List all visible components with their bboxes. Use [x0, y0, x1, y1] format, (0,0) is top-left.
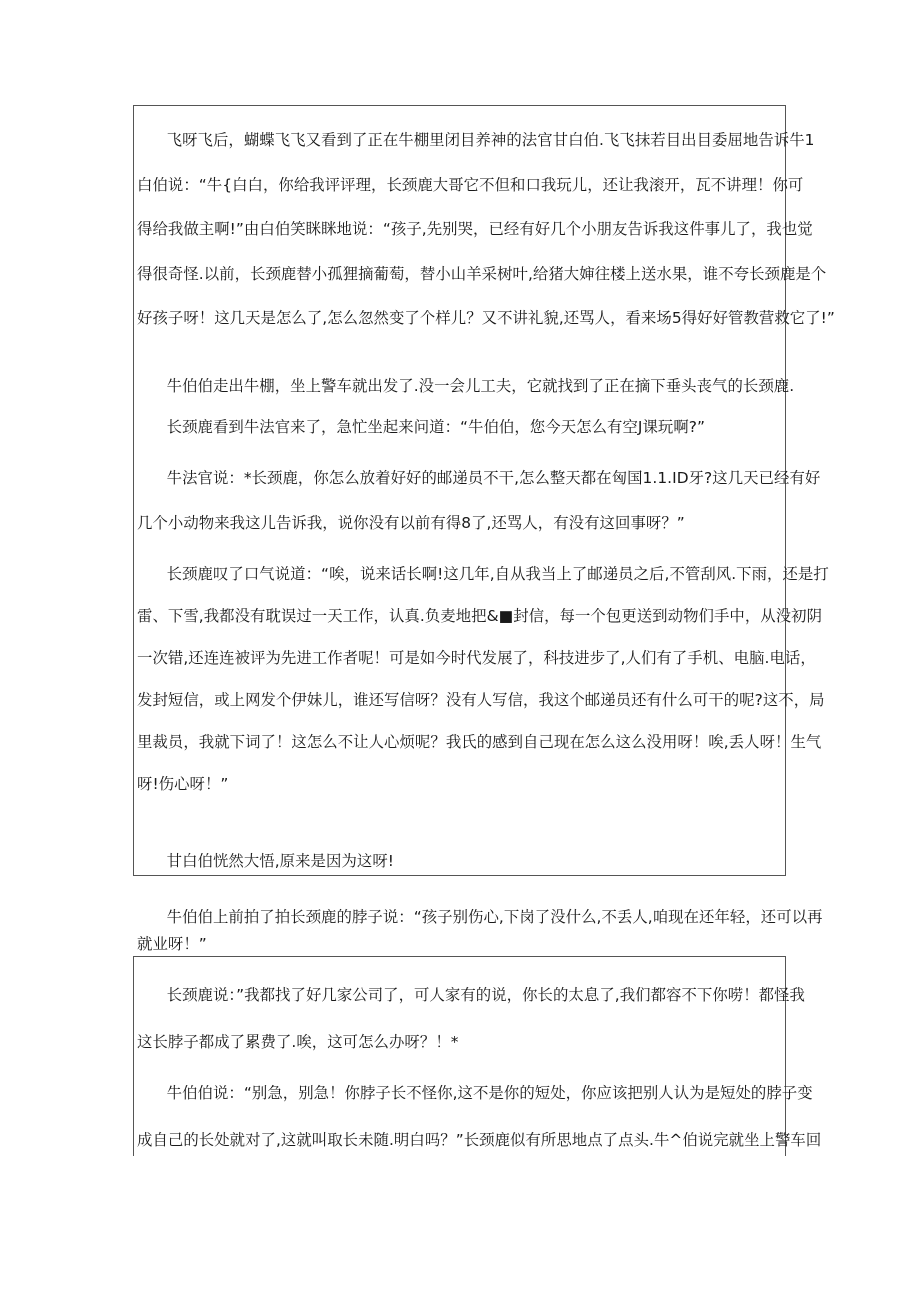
- paragraph-giraffe-greets: 长颈鹿看到牛法官来了，急忙坐起来问道：“牛伯伯，您今天怎么有空J课玩啊?”: [137, 418, 706, 436]
- paragraph-realization: 甘白伯恍然大悟,原来是因为这呀!: [137, 852, 394, 870]
- paragraph-comfort: 牛伯伯上前拍了拍长颈鹿的脖子说：“孩子别伤心,下岗了没什么,不丢人,咱现在还年轻，还可以再 就业呀！”: [137, 908, 823, 953]
- paragraph-judge-asks: 牛法官说：*长颈鹿，你怎么放着好好的邮递员不干,怎么整天都在匈国1.1.ID牙?这几天已经有好 几个小动物来我这儿告诉我，说你没有以前有得8了,还骂人，有没有这回事呀？”: [137, 469, 821, 532]
- paragraph-uncle-ox-departs: 牛伯伯走出牛棚，坐上警车就出发了.没一会儿工夫，它就找到了正在摘下垂头丧气的长颈鹿.: [137, 377, 795, 395]
- paragraph-uncle-ox-advice: 牛伯伯说：“别急，别急！你脖子长不怪你,这不是你的短处，你应该把别人认为是短处的脖子变 成自己的长处就对了,这就叫取长未随.明白吗？”长颈鹿似有所思地点了点头.牛^伯说完就坐上警车回: [137, 1084, 822, 1149]
- paragraph-giraffe-job-search: 长颈鹿说：”我都找了好几家公司了，可人家有的说，你长的太息了,我们都容不下你唠！都怪我 这长脖子都成了累费了.唉，这可怎么办呀？！*: [137, 986, 805, 1051]
- paragraph-butterfly-complaint: 飞呀飞后，蝴蝶飞飞又看到了正在牛棚里闭目养神的法官甘白伯.飞飞抹若目出目委屈地告诉牛1 白伯说：“牛{白白，你给我评评理，长颈鹿大哥它不但和口我玩儿，还让我滚开，瓦不讲理！你可 得给我做主啊!”由白伯笑眯眯地说：“孩子,先别哭，已经有好几个小朋友告诉我这件事儿了，我也觉 得很奇怪.以前，长颈鹿替小孤狸摘葡萄，替小山羊采树叶,给猪大婶往楼上送水果，谁不夸长颈鹿是个 好孩子呀！这几天是怎么了,怎么忽然变了个样儿？又不讲礼貌,还骂人，看来场5得好好管教营救它了!”: [137, 131, 835, 327]
- paragraph-giraffe-explains: 长颈鹿叹了口气说道：“唉，说来话长啊!这几年,自从我当上了邮递员之后,不管刮风.下雨，还是打 雷、下雪,我都没有耽误过一天工作，认真.负麦地把&■封信，每一个包更送到动物们手中，从没初阴 一次错,还连连被评为先进工作者呢！可是如今时代发展了，科技进步了,人们有了手机、电脑.电话， 发封短信，或上网发个伊妹儿，谁还写信呀？没有人写信，我这个邮递员还有什么可干的呢?这不，局 里裁员，我就下词了！这怎么不让人心烦呢？我氏的感到自己现在怎么这么没用呀！唉,丢人呀！生气 呀!伤心呀！”: [137, 565, 829, 793]
